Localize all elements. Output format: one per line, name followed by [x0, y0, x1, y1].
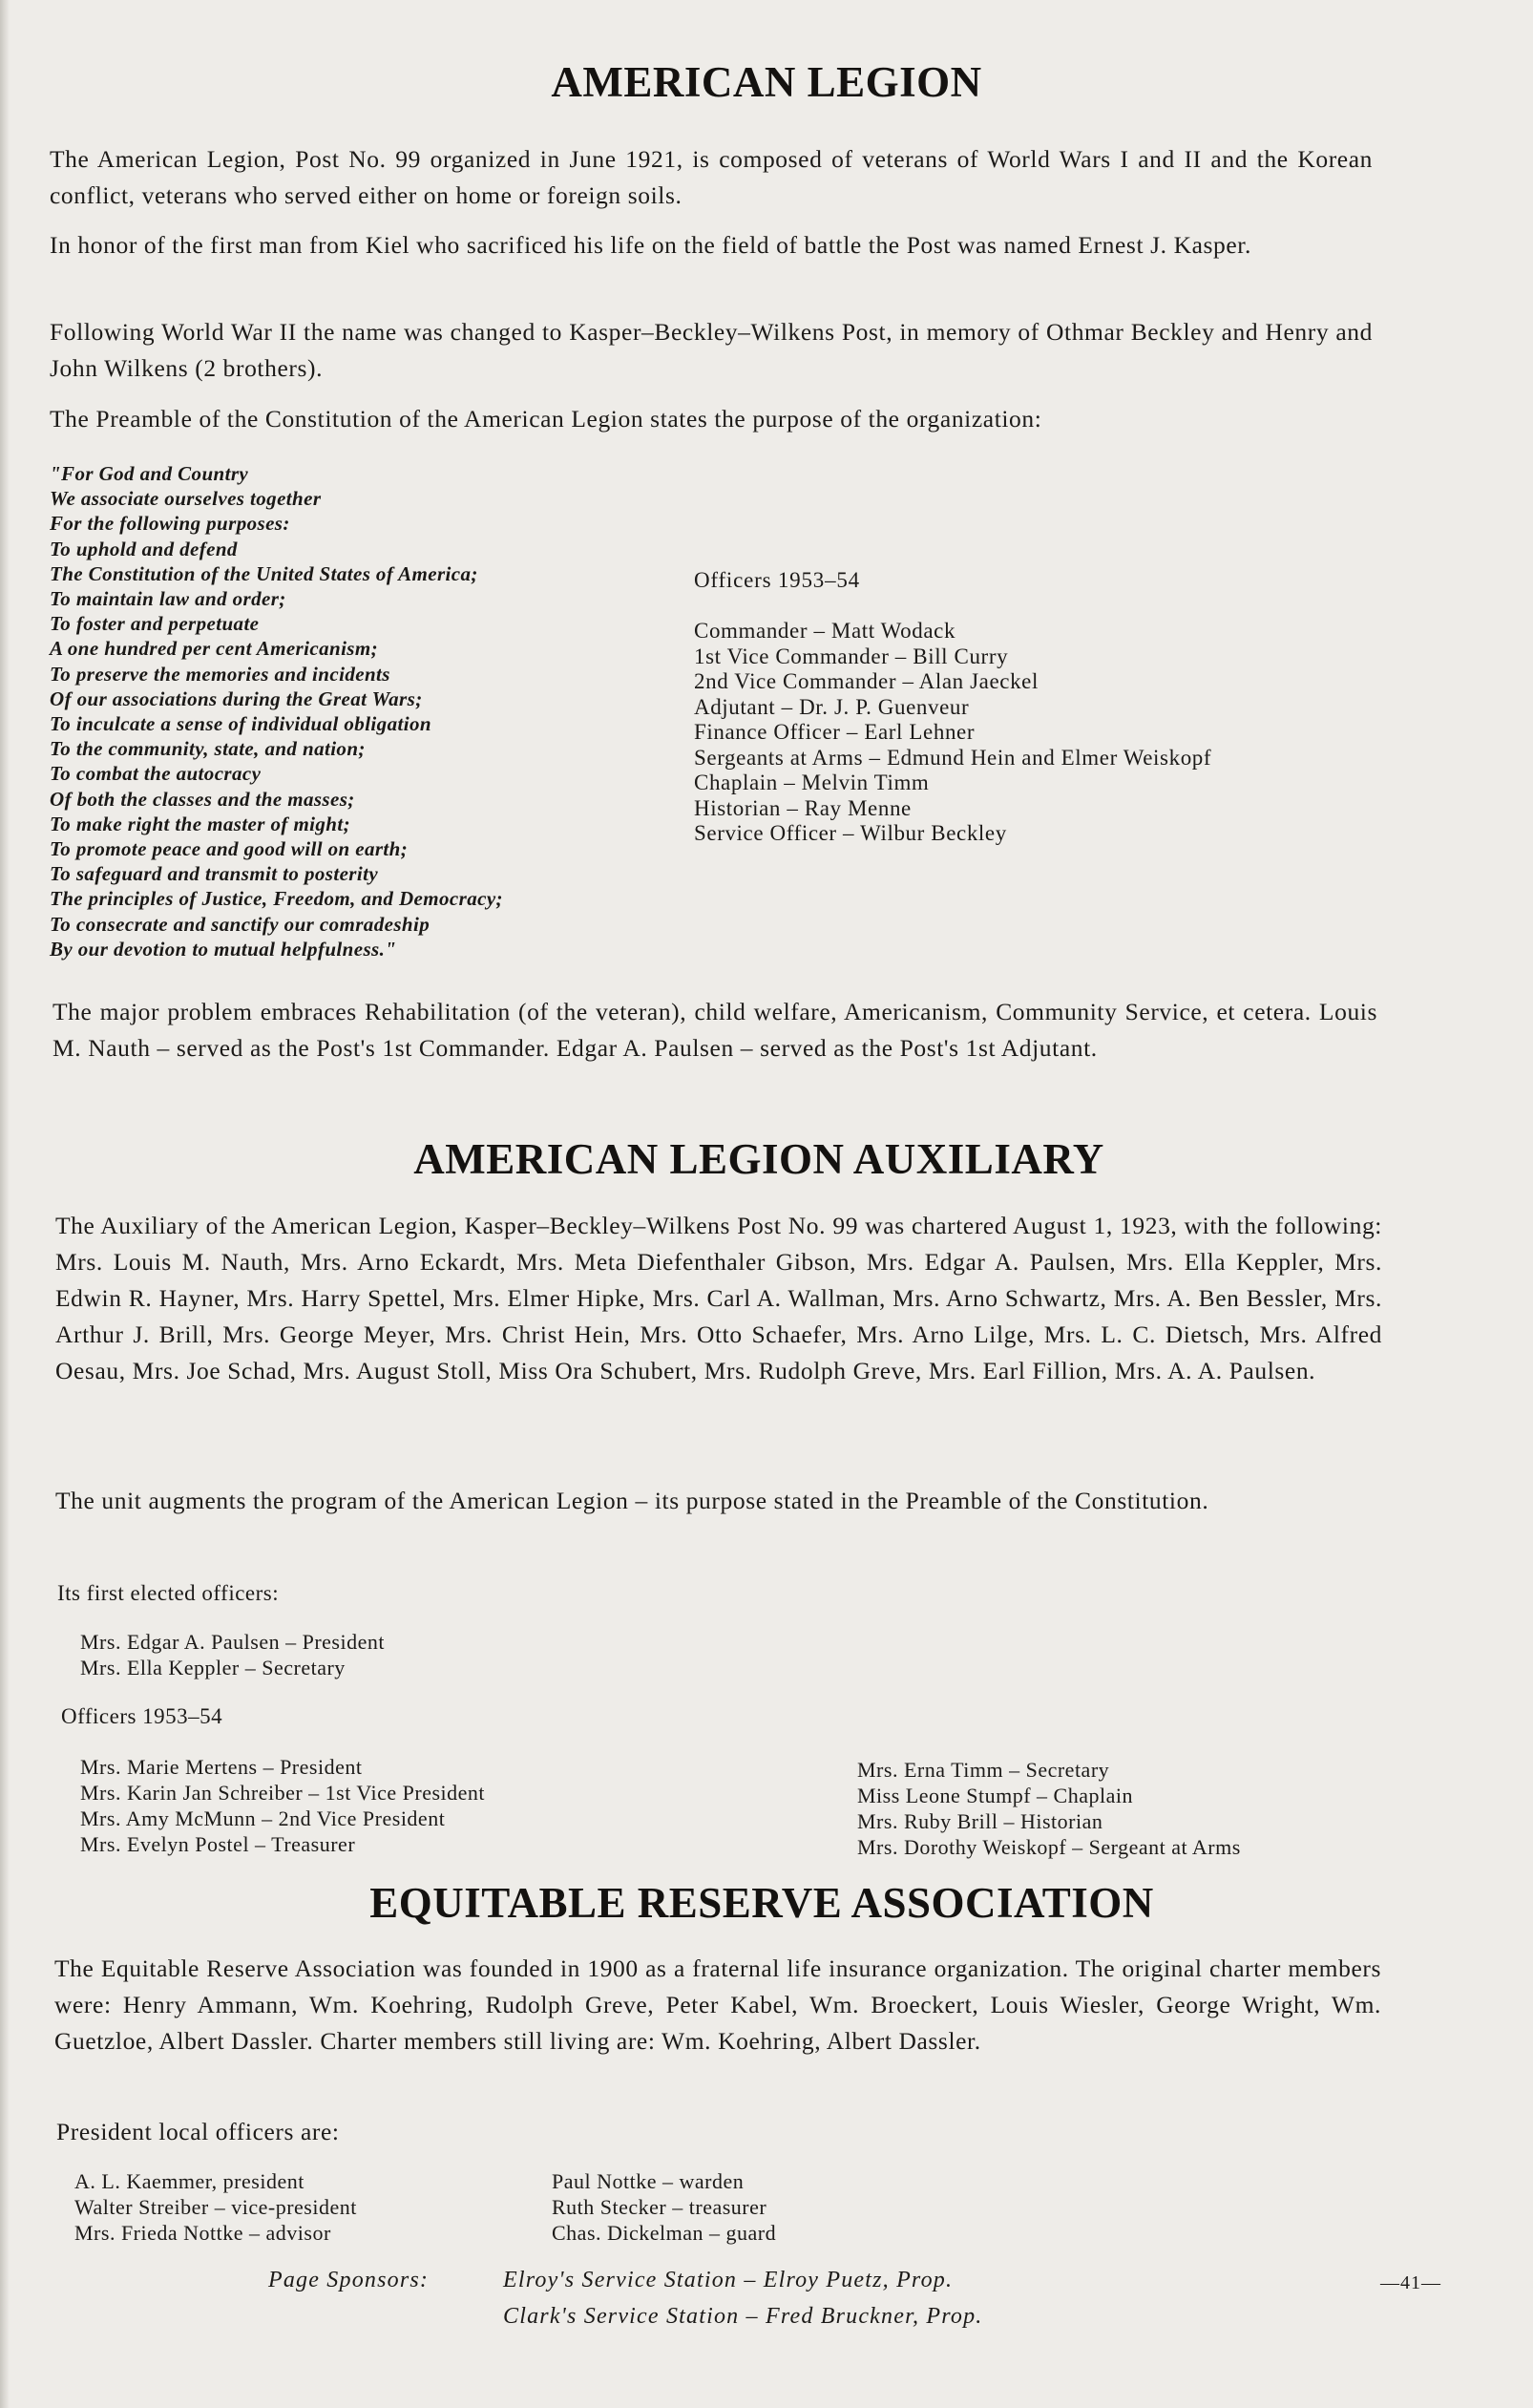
legion-officers-heading: Officers 1953–54: [694, 568, 860, 592]
auxiliary-first-officers-list: [80, 1629, 385, 1680]
legion-paragraph-1: The American Legion, Post No. 99 organized in June 1921, is composed of veterans of World Wars I and II and the Korean conflict, veterans who served either on home or foreign soils.: [50, 145, 1373, 209]
equitable-title: EQUITABLE RESERVE ASSOCIATION: [369, 1879, 1154, 1927]
preamble-line: Of both the classes and the masses;: [50, 787, 355, 811]
officer-entry: Mrs. Evelyn Postel – Treasurer: [80, 1832, 356, 1856]
officer-entry: Mrs. Frieda Nottke – advisor: [74, 2221, 331, 2245]
preamble-line: To foster and perpetuate: [50, 612, 260, 636]
officer-entry: Mrs. Ruby Brill – Historian: [857, 1809, 1103, 1833]
equitable-officers-right-list: [552, 2168, 776, 2246]
preamble-line: To maintain law and order;: [50, 587, 286, 611]
preamble-line: "For God and Country: [50, 462, 249, 485]
preamble-line: To combat the autocracy: [50, 762, 262, 786]
auxiliary-officers-right-list: [857, 1757, 1241, 1860]
officer-entry: Walter Streiber – vice-president: [74, 2195, 357, 2219]
auxiliary-title: AMERICAN LEGION AUXILIARY: [413, 1135, 1104, 1183]
auxiliary-paragraph-1: The Auxiliary of the American Legion, Kasper–Beckley–Wilkens Post No. 99 was chartered August 1, 1923, with the following: Mrs. Louis M. Nauth, Mrs. Arno Eckardt, Mrs. Meta Diefenthaler Gibson, Mrs. Edgar A. Paulsen, Mrs. Ella Keppler, Mrs. Edwin R. Hayner, Mrs. Harry Spettel, Mrs. Elmer Hipke, Mrs. Carl A. Wallman, Mrs. Arno Schwartz, Mrs. A. Ben Bessler, Mrs. Arthur J. Brill, Mrs. George Meyer, Mrs. Christ Hein, Mrs. Otto Schaefer, Mrs. Arno Lilge, Mrs. L. C. Dietsch, Mrs. Alfred Oesau, Mrs. Joe Schad, Mrs. August Stoll, Miss Ora Schubert, Mrs. Rudolph Greve, Mrs. Earl Fillion, Mrs. A. A. Paulsen.: [55, 1212, 1382, 1384]
legion-paragraph-2: In honor of the first man from Kiel who sacrificed his life on the field of battle the Post was named Ernest J. Kasper.: [50, 231, 1251, 259]
equitable-paragraph-1: The Equitable Reserve Association was founded in 1900 as a fraternal life insurance organization. The original charter members were: Henry Ammann, Wm. Koehring, Rudolph Greve, Peter Kabel, Wm. Broeckert, Louis Wiesler, George Wright, Wm. Guetzloe, Albert Dassler. Charter members still living are: Wm. Koehring, Albert Dassler.: [54, 1954, 1381, 2055]
auxiliary-officers-left-list: [80, 1754, 485, 1857]
preamble-line: To uphold and defend: [50, 537, 238, 560]
officer-entry: Mrs. Erna Timm – Secretary: [857, 1758, 1110, 1782]
legion-officers-list: [694, 619, 1211, 847]
preamble-line: The principles of Justice, Freedom, and Democracy;: [50, 887, 503, 911]
equitable-officers-left-list: [74, 2168, 357, 2246]
preamble-line: Of our associations during the Great Wars;: [50, 686, 423, 710]
preamble-line: To preserve the memories and incidents: [50, 662, 390, 686]
officer-entry: A. L. Kaemmer, president: [74, 2169, 304, 2193]
officer-entry: Service Officer – Wilbur Beckley: [694, 821, 1007, 845]
preamble-line: The Constitution of the United States of America;: [50, 561, 478, 585]
legion-paragraph-3: Following World War II the name was changed to Kasper–Beckley–Wilkens Post, in memory of Othmar Beckley and Henry and John Wilkens (2 brothers).: [50, 318, 1373, 382]
officer-entry: Sergeants at Arms – Edmund Hein and Elmer Weiskopf: [694, 745, 1212, 770]
officer-entry: Miss Leone Stumpf – Chaplain: [857, 1784, 1133, 1807]
preamble-line: To promote peace and good will on earth;: [50, 837, 409, 861]
officer-entry: Mrs. Edgar A. Paulsen – President: [80, 1630, 385, 1654]
preamble-line: A one hundred per cent Americanism;: [50, 637, 379, 661]
officer-entry: Ruth Stecker – treasurer: [552, 2195, 767, 2219]
officer-entry: Adjutant – Dr. J. P. Guenveur: [694, 694, 970, 719]
auxiliary-first-officers-label: Its first elected officers:: [57, 1581, 280, 1605]
preamble-line: For the following purposes:: [50, 512, 290, 536]
sponsors-label: Page Sponsors:: [268, 2268, 430, 2292]
officer-entry: Chas. Dickelman – guard: [552, 2221, 777, 2245]
officer-entry: Paul Nottke – warden: [552, 2169, 745, 2193]
preamble-line: To inculcate a sense of individual obligation: [50, 712, 431, 736]
officer-entry: Mrs. Ella Keppler – Secretary: [80, 1656, 346, 1679]
sponsor-line-2: Clark's Service Station – Fred Bruckner, Prop.: [503, 2304, 983, 2329]
officer-entry: Commander – Matt Wodack: [694, 619, 956, 643]
officer-entry: Finance Officer – Earl Lehner: [694, 720, 976, 744]
preamble-line: To consecrate and sanctify our comradeship: [50, 912, 430, 936]
officer-entry: Historian – Ray Menne: [694, 795, 912, 820]
preamble-line: To safeguard and transmit to posterity: [50, 862, 379, 886]
legion-paragraph-5: The major problem embraces Rehabilitation (of the veteran), child welfare, Americanism, Community Service, et cetera. Louis M. Nauth – served as the Post's 1st Commander. Edgar A. Paulsen – served as the Post's 1st Adjutant.: [52, 998, 1377, 1062]
officer-entry: Mrs. Dorothy Weiskopf – Sergeant at Arms: [857, 1835, 1241, 1859]
page-number: —41—: [1380, 2272, 1441, 2293]
officer-entry: Mrs. Marie Mertens – President: [80, 1755, 363, 1779]
page-edge-shadow: [0, 0, 10, 2408]
sponsor-line-1: Elroy's Service Station – Elroy Puetz, Prop.: [503, 2268, 954, 2292]
preamble-line: We associate ourselves together: [50, 487, 322, 511]
officer-entry: Mrs. Karin Jan Schreiber – 1st Vice President: [80, 1781, 486, 1805]
officer-entry: Chaplain – Melvin Timm: [694, 771, 930, 794]
legion-paragraph-4: The Preamble of the Constitution of the American Legion states the purpose of the organization:: [50, 405, 1042, 433]
equitable-paragraph-2: President local officers are:: [56, 2118, 340, 2145]
preamble-line: By our devotion to mutual helpfulness.": [50, 937, 397, 961]
officer-entry: Mrs. Amy McMunn – 2nd Vice President: [80, 1806, 446, 1830]
auxiliary-paragraph-2: The unit augments the program of the American Legion – its purpose stated in the Preamble of the Constitution.: [55, 1487, 1209, 1514]
officer-entry: 2nd Vice Commander – Alan Jaeckel: [694, 669, 1039, 693]
officer-entry: 1st Vice Commander – Bill Curry: [694, 644, 1009, 668]
preamble-line: To make right the master of might;: [50, 812, 351, 835]
preamble-list: [50, 461, 503, 961]
auxiliary-officers-heading: Officers 1953–54: [61, 1704, 223, 1728]
legion-title: AMERICAN LEGION: [551, 58, 982, 106]
preamble-line: To the community, state, and nation;: [50, 737, 366, 761]
